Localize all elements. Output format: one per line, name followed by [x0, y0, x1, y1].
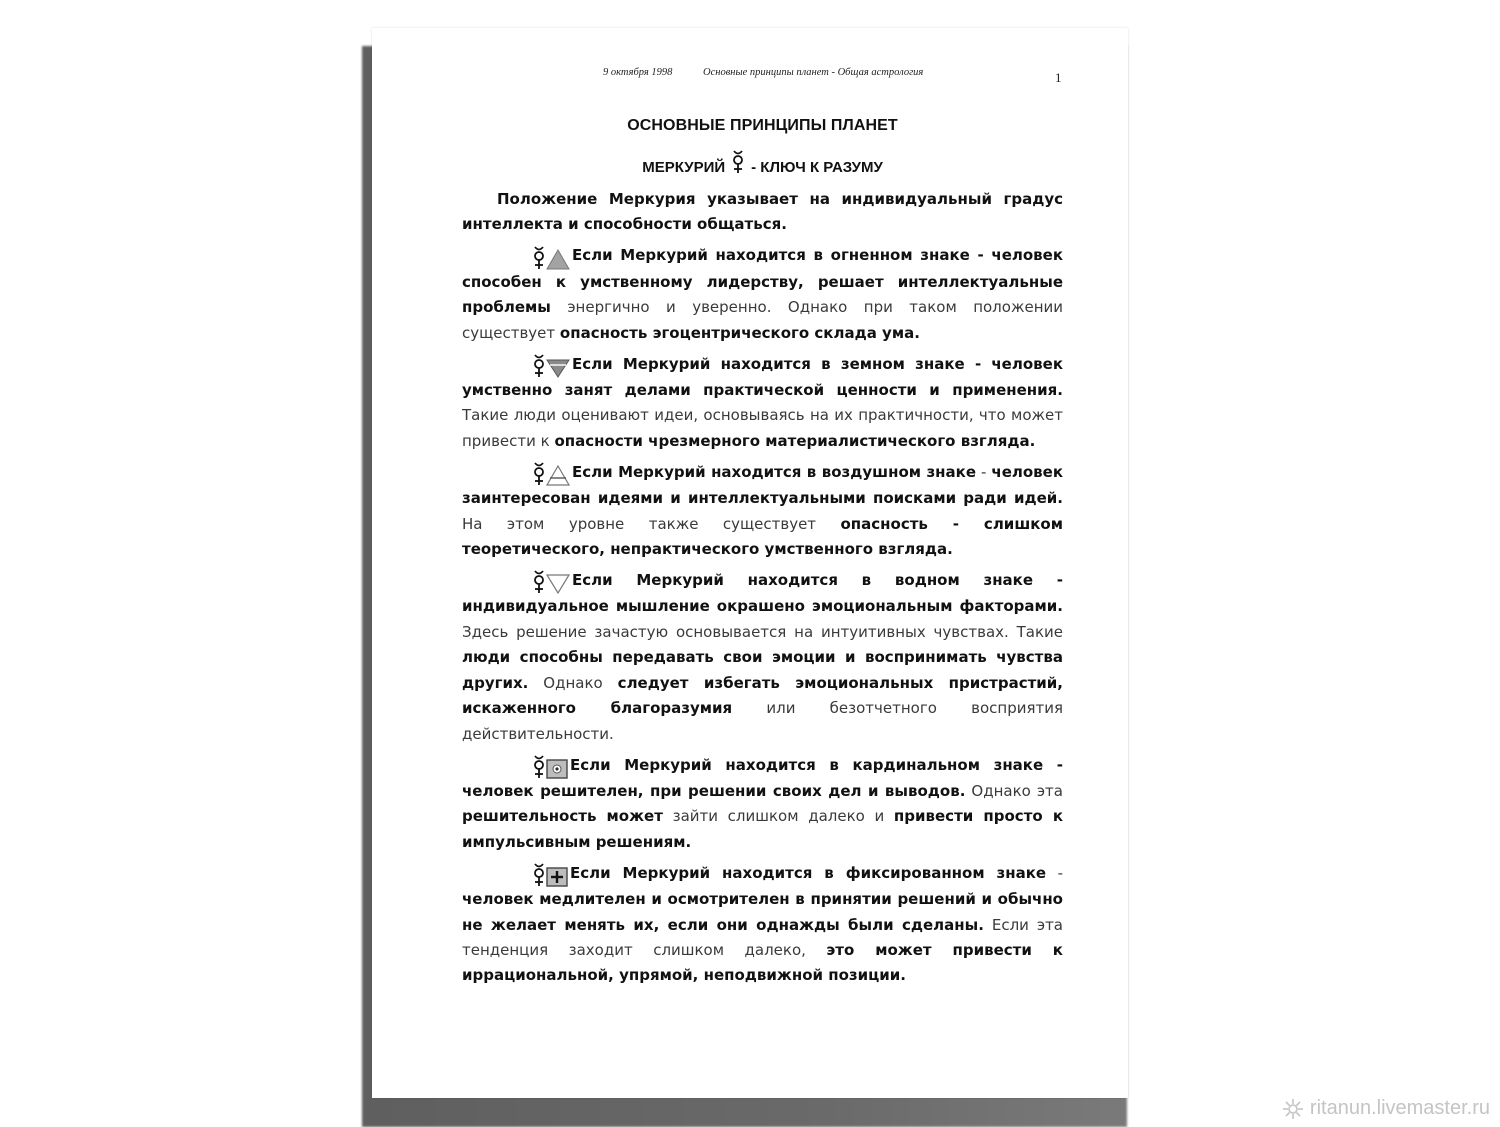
paragraph-earth: Если Меркурий находится в земном знаке - человек умственно занят делами практической ценности и применения. Такие люди оценивают идеи, основываясь на их практичности, что может привести к опасности чрезмерного материалистического взгляда. [462, 354, 1063, 450]
mercury-glyph-icon [532, 570, 546, 594]
header-running-title: Основные принципы планет - Общая астрология [703, 67, 924, 78]
air-symbols [497, 461, 570, 486]
header-date: 9 октября 1998 [603, 67, 673, 78]
paragraph-fire: Если Меркурий находится в огненном знаке - человек способен к умственному лидерству, решает интеллектуальные проблемы энергично и уверенно. Однако при таком положении существует опасность эгоцентрического склада ума. [462, 246, 1063, 342]
mercury-glyph-icon [532, 863, 546, 887]
paragraph-air: Если Меркурий находится в воздушном знаке - человек заинтересован идеями и интеллектуальными поисками ради идей. На этом уровне также существует опасность - слишком теоретического, непрактического умственного взгляда. [462, 462, 1064, 559]
watermark [1282, 1097, 1490, 1120]
earth-symbols [497, 353, 570, 378]
water-symbols [497, 569, 570, 594]
subtitle-planet: МЕРКУРИЙ [642, 159, 726, 176]
mercury-glyph-icon [532, 246, 546, 270]
section-subtitle [462, 150, 1063, 178]
intro-text: Положение Меркурия указывает на индивидуальный градус интеллекта и способности общаться. [462, 190, 1063, 234]
livemaster-logo-icon [1282, 1098, 1304, 1120]
document-title: ОСНОВНЫЕ ПРИНЦИПЫ ПЛАНЕТ [627, 117, 898, 134]
earth-triangle-icon [546, 357, 570, 378]
watermark-text: ritanun.livemaster.ru [1309, 1097, 1490, 1119]
fire-triangle-icon [546, 249, 570, 270]
water-triangle-icon [546, 573, 570, 594]
page-number: 1 [1055, 70, 1062, 85]
air-triangle-icon [546, 465, 570, 486]
paragraph-water: Если Меркурий находится в водном знаке - индивидуальное мышление окрашено эмоциональным факторами. Здесь решение зачастую основывается на интуитивных чувствах. Такие люди способны передавать свои эмоции и воспринимать чувства других. Однако следует избегать эмоциональных пристрастий, искаженного благоразумия или безотчетного восприятия действительности. [462, 571, 1063, 743]
fire-symbols [497, 244, 570, 269]
cardinal-square-icon [546, 759, 568, 779]
paragraph-fixed: Если Меркурий находится в фиксированном знаке - человек медлителен и осмотрителен в принятии решений и обычно не желает менять их, если они однажды были сделаны. Если эта тенденция заходит слишком далеко, это может привести к иррациональной, упрямой, неподвижной позиции. [462, 863, 1063, 985]
document-body [462, 187, 1063, 994]
paragraph-cardinal: Если Меркурий находится в кардинальном знаке - человек решителен, при решении своих дел и выводов. Однако эта решительность может зайти слишком далеко и привести просто к импульсивным решениям. [462, 755, 1064, 851]
subtitle-key: - КЛЮЧ К РАЗУМУ [751, 159, 883, 176]
mercury-glyph-icon [731, 150, 745, 178]
mercury-glyph-icon [532, 462, 546, 486]
fixed-symbols [497, 862, 568, 887]
fixed-square-icon [546, 867, 568, 887]
intro-paragraph [462, 187, 1063, 238]
mercury-glyph-icon [532, 755, 546, 779]
mercury-glyph-icon [532, 354, 546, 378]
running-header [603, 67, 1063, 78]
cardinal-symbols [497, 754, 568, 779]
